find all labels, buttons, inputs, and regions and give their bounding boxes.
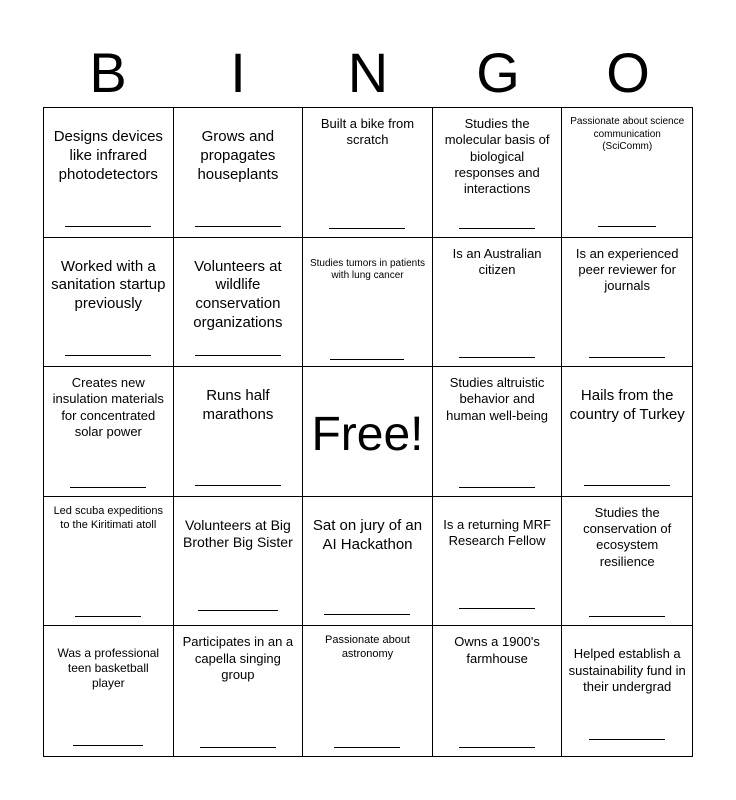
cell-text: Was a professional teen basketball player bbox=[57, 646, 160, 691]
cell-text: Worked with a sanitation startup previously bbox=[51, 257, 166, 313]
bingo-cell[interactable] bbox=[433, 238, 563, 368]
bingo-cell[interactable] bbox=[303, 626, 433, 756]
signature-line bbox=[589, 739, 665, 740]
signature-line bbox=[200, 747, 276, 748]
signature-line bbox=[334, 747, 400, 748]
cell-text: Creates new insulation materials for concentrated solar power bbox=[52, 375, 164, 439]
signature-line bbox=[584, 485, 670, 486]
signature-line bbox=[65, 226, 151, 227]
signature-line bbox=[73, 745, 143, 746]
free-space[interactable] bbox=[303, 367, 433, 497]
signature-line bbox=[198, 610, 278, 611]
cell-text: Studies the molecular basis of biological responses and interactions bbox=[444, 116, 550, 196]
cell-text: Is an Australian citizen bbox=[452, 245, 542, 277]
bingo-cell[interactable] bbox=[562, 497, 692, 627]
bingo-cell[interactable] bbox=[44, 626, 174, 756]
bingo-cell[interactable] bbox=[44, 497, 174, 627]
cell-text: Owns a 1900's farmhouse bbox=[454, 634, 540, 666]
bingo-board bbox=[43, 107, 693, 757]
signature-line bbox=[195, 485, 281, 486]
cell-text: Designs devices like infrared photodetectors bbox=[53, 128, 163, 183]
signature-line bbox=[329, 228, 405, 229]
cell-text: Hails from the country of Turkey bbox=[569, 387, 685, 423]
bingo-cell[interactable] bbox=[562, 367, 692, 497]
bingo-cell[interactable] bbox=[174, 497, 304, 627]
signature-line bbox=[459, 357, 535, 358]
bingo-cell[interactable] bbox=[303, 238, 433, 368]
header-letter-o: O bbox=[606, 41, 650, 104]
bingo-cell[interactable] bbox=[562, 108, 692, 238]
bingo-cell[interactable] bbox=[44, 367, 174, 497]
bingo-cell[interactable] bbox=[174, 626, 304, 756]
header-letter-n: N bbox=[347, 41, 389, 104]
bingo-cell[interactable] bbox=[174, 108, 304, 238]
signature-line bbox=[195, 226, 281, 227]
cell-text: Helped establish a sustainability fund in their undergrad bbox=[568, 646, 686, 694]
bingo-cell[interactable] bbox=[174, 238, 304, 368]
signature-line bbox=[598, 226, 656, 227]
signature-line bbox=[459, 228, 535, 229]
cell-text: Passionate about astronomy bbox=[324, 634, 410, 661]
bingo-header bbox=[43, 40, 693, 106]
cell-text: Sat on jury of an AI Hackathon bbox=[312, 516, 423, 553]
free-text: Free! bbox=[311, 408, 424, 462]
header-letter-g: G bbox=[476, 41, 520, 104]
cell-text: Passionate about science communication (SciComm) bbox=[570, 116, 685, 152]
signature-line bbox=[459, 608, 535, 609]
bingo-cell[interactable] bbox=[303, 497, 433, 627]
cell-text: Led scuba expeditions to the Kiritimati atoll bbox=[53, 504, 164, 531]
cell-text: Studies the conservation of ecosystem resilience bbox=[583, 504, 672, 569]
header-letter-b: B bbox=[89, 41, 127, 104]
signature-line bbox=[589, 616, 665, 617]
header-letter-i: I bbox=[230, 41, 246, 104]
cell-text: Is a returning MRF Research Fellow bbox=[443, 516, 551, 549]
bingo-cell[interactable] bbox=[303, 108, 433, 238]
bingo-cell[interactable] bbox=[433, 367, 563, 497]
bingo-cell[interactable] bbox=[433, 497, 563, 627]
cell-text: Built a bike from scratch bbox=[320, 116, 415, 148]
bingo-cell[interactable] bbox=[44, 238, 174, 368]
cell-text: Participates in an a capella singing group bbox=[182, 634, 294, 682]
bingo-cell[interactable] bbox=[433, 108, 563, 238]
signature-line bbox=[459, 747, 535, 748]
bingo-cell[interactable] bbox=[562, 626, 692, 756]
signature-line bbox=[330, 359, 404, 360]
bingo-cell[interactable] bbox=[433, 626, 563, 756]
signature-line bbox=[65, 355, 151, 356]
cell-text: Grows and propagates houseplants bbox=[197, 128, 279, 183]
cell-text: Studies altruistic behavior and human well-being bbox=[446, 375, 549, 423]
bingo-cell[interactable] bbox=[174, 367, 304, 497]
cell-text: Studies tumors in patients with lung cancer bbox=[309, 257, 426, 282]
cell-text: Volunteers at wildlife conservation organizations bbox=[193, 257, 283, 331]
signature-line bbox=[324, 614, 410, 615]
signature-line bbox=[195, 355, 281, 356]
bingo-cell[interactable] bbox=[44, 108, 174, 238]
signature-line bbox=[75, 616, 141, 617]
cell-text: Is an experienced peer reviewer for journals bbox=[575, 245, 679, 294]
signature-line bbox=[589, 357, 665, 358]
signature-line bbox=[70, 487, 146, 488]
bingo-cell[interactable] bbox=[562, 238, 692, 368]
cell-text: Runs half marathons bbox=[202, 387, 274, 423]
cell-text: Volunteers at Big Brother Big Sister bbox=[183, 516, 293, 551]
signature-line bbox=[459, 487, 535, 488]
